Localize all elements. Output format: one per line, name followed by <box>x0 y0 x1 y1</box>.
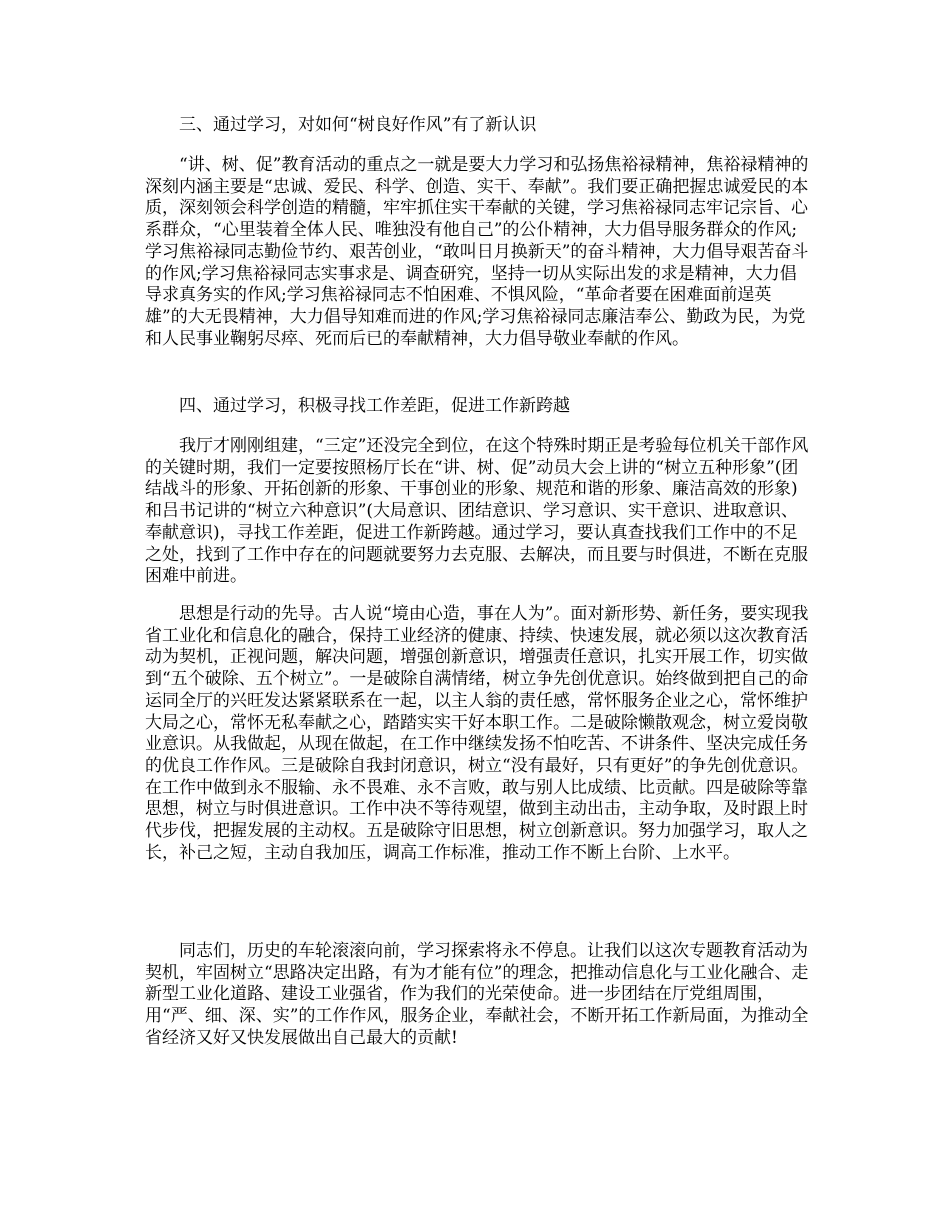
paragraph-jiao-yulu-spirit: “讲、树、促”教育活动的重点之一就是要大力学习和弘扬焦裕禄精神，焦裕禄精神的深刻内涵主要是“忠诚、爱民、科学、创造、实干、奉献”。我们要正确把握忠诚爱民的本质，深刻领会科学创造的精髓，牢牢抓住实干奉献的关键，学习焦裕禄同志牢记宗旨、心系群众，“心里装着全体人民、唯独没有他自己”的公仆精神，大力倡导服务群众的作风;学习焦裕禄同志勤俭节约、艰苦创业，“敢叫日月换新天”的奋斗精神，大力倡导艰苦奋斗的作风;学习焦裕禄同志实事求是、调查研究，坚持一切从实际出发的求是精神，大力倡导求真务实的作风;学习焦裕禄同志不怕困难、不惧风险，“革命者要在困难面前逞英雄”的大无畏精神，大力倡导知难而进的作风;学习焦裕禄同志廉洁奉公、勤政为民，为党和人民事业鞠躬尽瘁、死而后已的奉献精神，大力倡导敬业奉献的作风。 <box>145 155 809 349</box>
section-heading-three: 三、通过学习，对如何“树良好作风”有了新认识 <box>179 115 537 135</box>
paragraph-work-gap: 我厅才刚刚组建，“三定”还没完全到位，在这个特殊时期正是考验每位机关干部作风的关键时期，我们一定要按照杨厅长在“讲、树、促”动员大会上讲的“树立五种形象”(团结战斗的形象、开拓创新的形象、干事创业的形象、规范和谐的形象、廉洁高效的形象)和吕书记讲的“树立六种意识”(大局意识、团结意识、学习意识、实干意识、进取意识、奉献意识)，寻找工作差距，促进工作新跨越。通过学习，要认真查找我们工作中的不足之处，找到了工作中存在的问题就要努力去克服、去解决，而且要与时俱进，不断在克服困难中前进。 <box>145 436 809 587</box>
paragraph-thought-action: 思想是行动的先导。古人说“境由心造，事在人为”。面对新形势、新任务，要实现我省工业化和信息化的融合，保持工业经济的健康、持续、快速发展，就必须以这次教育活动为契机，正视问题，解决问题，增强创新意识，增强责任意识，扎实开展工作，切实做到“五个破除、五个树立”。一是破除自满情绪，树立争先创优意识。始终做到把自己的命运同全厅的兴旺发达紧紧联系在一起，以主人翁的责任感，常怀服务企业之心，常怀维护大局之心，常怀无私奉献之心，踏踏实实干好本职工作。二是破除懒散观念，树立爱岗敬业意识。从我做起，从现在做起，在工作中继续发扬不怕吃苦、不讲条件、坚决完成任务的优良工作作风。三是破除自我封闭意识，树立“没有最好，只有更好”的争先创优意识。在工作中做到永不服输、永不畏难、永不言败，敢与别人比成绩、比贡献。四是破除等靠思想，树立与时俱进意识。工作中决不等待观望，做到主动出击，主动争取，及时跟上时代步伐，把握发展的主动权。五是破除守旧思想，树立创新意识。努力加强学习，取人之长，补己之短，主动自我加压，调高工作标准，推动工作不断上台阶、上水平。 <box>145 604 809 863</box>
section-heading-four: 四、通过学习，积极寻找工作差距，促进工作新跨越 <box>179 396 570 416</box>
paragraph-closing: 同志们，历史的车轮滚滚向前，学习探索将永不停息。让我们以这次专题教育活动为契机，牢固树立“思路决定出路，有为才能有位”的理念，把推动信息化与工业化融合、走新型工业化道路、建设工业强省，作为我们的光荣使命。进一步团结在厅党组周围，用“严、细、深、实”的工作作风，服务企业，奉献社会，不断开拓工作新局面，为推动全省经济又好又快发展做出自己最大的贡献! <box>145 941 809 1048</box>
